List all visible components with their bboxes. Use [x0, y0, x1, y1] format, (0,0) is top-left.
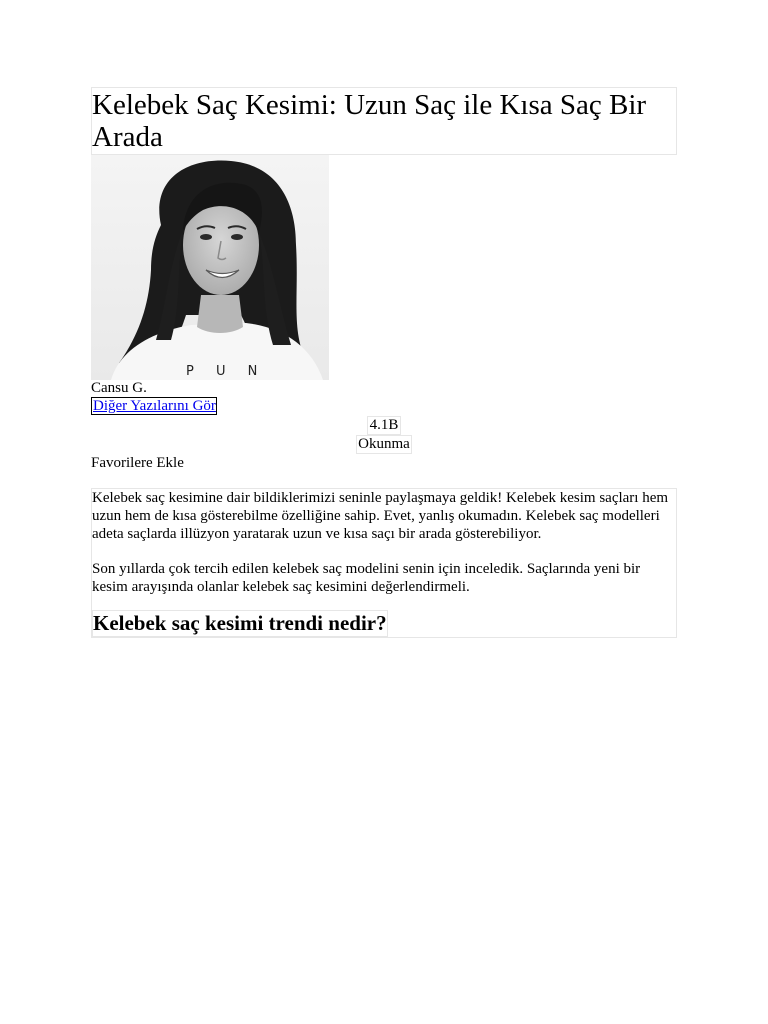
author-photo	[91, 155, 329, 380]
read-count: 4.1B	[367, 416, 402, 435]
author-portrait-illustration	[91, 155, 329, 380]
author-name: Cansu G.	[91, 380, 147, 396]
read-label: Okunma	[358, 436, 410, 452]
article-title: Kelebek Saç Kesimi: Uzun Saç ile Kısa Saç Bir Arada	[92, 89, 647, 153]
read-stats	[91, 416, 677, 454]
add-to-favorites[interactable]: Favorilere Ekle	[91, 455, 184, 471]
author-other-posts-link[interactable]: Diğer Yazılarını Gör	[93, 398, 216, 414]
shirt-print-text: P U N	[186, 364, 267, 379]
title-box	[91, 87, 677, 155]
article-content	[91, 488, 677, 638]
article-subheading: Kelebek saç kesimi trendi nedir?	[93, 611, 387, 635]
article-container	[91, 87, 677, 638]
article-paragraph-1: Kelebek saç kesimine dair bildiklerimizi seninle paylaşmaya geldik! Kelebek kesim saçları hem uzun hem de kısa gösterebilme özelliğine sahip. Evet, yanlış okumadın. Kelebek saç modelleri adeta saçlarda illüzyon yaratarak uzun ve kısa saçı bir arada gösterebiliyor.	[92, 490, 669, 542]
article-paragraph-2: Son yıllarda çok tercih edilen kelebek saç modelini senin için inceledik. Saçlarında yeni bir kesim arayışında olanlar kelebek saç kesimini değerlendirmeli.	[92, 561, 641, 595]
